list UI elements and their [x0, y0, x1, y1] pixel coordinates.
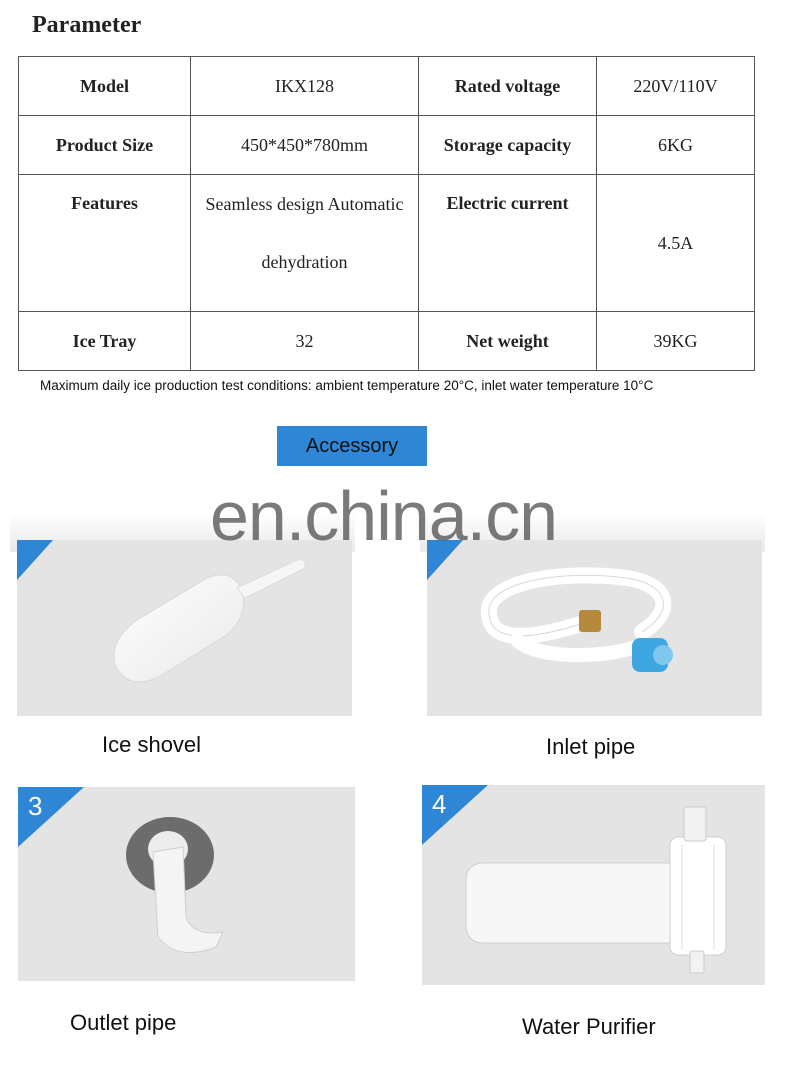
test-conditions-note: Maximum daily ice production test conditions: ambient temperature 20°C, inlet water temperature 10°C — [40, 378, 654, 393]
watermark: en.china.cn — [210, 477, 558, 555]
param-value-rated-voltage: 220V/110V — [597, 57, 755, 116]
accessory-number: 4 — [432, 789, 447, 819]
param-label-storage-capacity: Storage capacity — [419, 116, 597, 175]
accessory-heading: Accessory — [277, 426, 427, 466]
param-label-ice-tray: Ice Tray — [19, 312, 191, 371]
table-row — [19, 175, 755, 312]
accessory-caption: Ice shovel — [102, 732, 202, 757]
param-label-model: Model — [19, 57, 191, 116]
param-value-model: IKX128 — [191, 57, 419, 116]
param-value-net-weight: 39KG — [597, 312, 755, 371]
param-label-electric-current: Electric current — [419, 175, 597, 312]
param-value-features: Seamless design Automatic dehydration — [191, 175, 419, 312]
water-purifier-icon — [422, 785, 765, 985]
param-label-features: Features — [19, 175, 191, 312]
param-value-ice-tray: 32 — [191, 312, 419, 371]
accessory-card-ice-shovel — [17, 540, 352, 716]
accessory-card-water-purifier — [422, 785, 765, 985]
accessory-caption: Inlet pipe — [546, 734, 636, 759]
accessory-caption: Water Purifier — [522, 1014, 656, 1039]
param-label-product-size: Product Size — [19, 116, 191, 175]
table-row — [19, 116, 755, 175]
param-value-storage-capacity: 6KG — [597, 116, 755, 175]
page-title: Parameter — [32, 12, 142, 38]
accessory-card-inlet-pipe — [427, 540, 762, 716]
table-row — [19, 312, 755, 371]
accessory-caption: Outlet pipe — [70, 1010, 177, 1035]
accessory-number: 3 — [28, 791, 43, 821]
param-label-net-weight: Net weight — [419, 312, 597, 371]
accessory-card-outlet-pipe — [18, 787, 355, 981]
table-row — [19, 57, 755, 116]
param-value-electric-current: 4.5A — [597, 175, 755, 312]
inlet-pipe-icon — [427, 540, 762, 716]
param-label-rated-voltage: Rated voltage — [419, 57, 597, 116]
outlet-pipe-icon — [18, 787, 355, 981]
param-value-product-size: 450*450*780mm — [191, 116, 419, 175]
ice-shovel-icon — [17, 540, 352, 716]
parameter-table — [18, 56, 755, 371]
